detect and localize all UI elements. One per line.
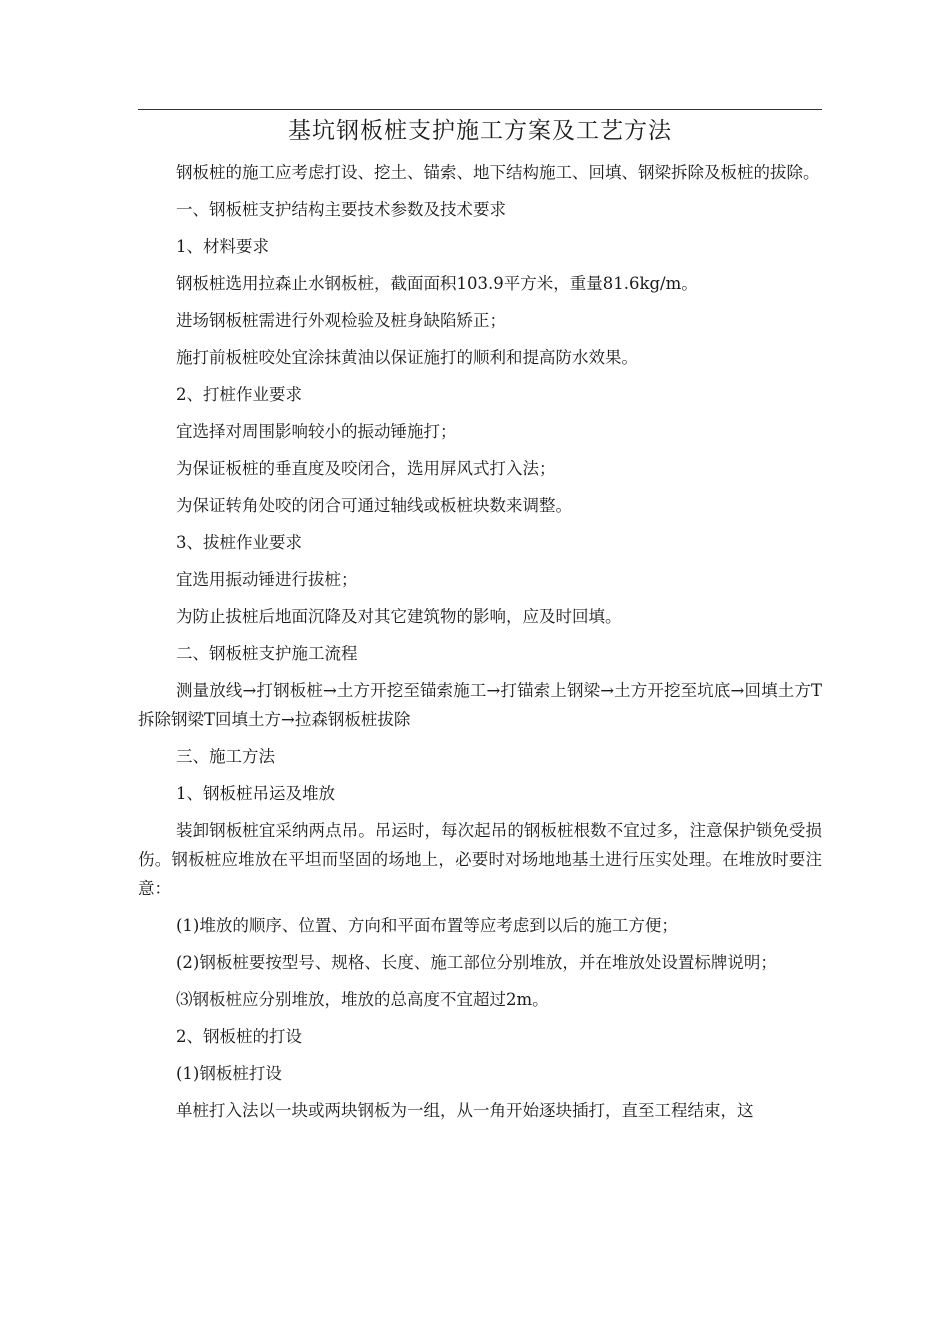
paragraph: 宜选用振动锤进行拔桩； <box>176 570 358 589</box>
subsection-heading: (1)钢板桩打设 <box>176 1064 282 1083</box>
list-item: (1)堆放的顺序、位置、方向和平面布置等应考虑到以后的施工方便； <box>176 916 678 935</box>
subsection-heading: 1、钢板桩吊运及堆放 <box>176 784 335 803</box>
section-heading: 三、施工方法 <box>176 747 275 766</box>
subsection-heading: 2、打桩作业要求 <box>176 385 302 404</box>
list-item: ⑶钢板桩应分别堆放，堆放的总高度不宜超过2m。 <box>176 990 549 1009</box>
section-heading: 一、钢板桩支护结构主要技术参数及技术要求 <box>176 200 506 219</box>
paragraph: 为防止拔桩后地面沉降及对其它建筑物的影响，应及时回填。 <box>176 607 622 626</box>
document-body <box>138 158 822 1133</box>
paragraph: 为保证板桩的垂直度及咬闭合，选用屏风式打入法； <box>176 459 556 478</box>
subsection-heading: 3、拔桩作业要求 <box>176 533 302 552</box>
subsection-heading: 2、钢板桩的打设 <box>176 1027 302 1046</box>
paragraph: 钢板桩的施工应考虑打设、挖土、锚索、地下结构施工、回填、钢梁拆除及板桩的拔除。 <box>176 163 820 182</box>
paragraph: 钢板桩选用拉森止水钢板桩，截面面积103.9平方米，重量81.6kg/m。 <box>176 274 698 293</box>
subsection-heading: 1、材料要求 <box>176 237 269 256</box>
header-rule <box>138 109 822 110</box>
paragraph: 进场钢板桩需进行外观检验及桩身缺陷矫正； <box>176 311 506 330</box>
list-item: (2)钢板桩要按型号、规格、长度、施工部位分别堆放，并在堆放处设置标牌说明； <box>176 953 777 972</box>
paragraph: 装卸钢板桩宜采纳两点吊。吊运时，每次起吊的钢板桩根数不宜过多，注意保护锁免受损伤。钢板桩应堆放在平坦而坚固的场地上，必要时对场地地基土进行压实处理。在堆放时要注意： <box>138 821 822 898</box>
paragraph: 测量放线→打钢板桩→土方开挖至锚索施工→打锚索上钢梁→土方开挖至坑底→回填土方T拆除钢梁T回填土方→拉森钢板桩拔除 <box>138 681 822 729</box>
document-title: 基坑钢板桩支护施工方案及工艺方法 <box>288 118 672 144</box>
paragraph: 单桩打入法以一块或两块钢板为一组，从一角开始逐块插打，直至工程结束，这 <box>176 1101 754 1120</box>
paragraph: 施打前板桩咬处宜涂抹黄油以保证施打的顺利和提高防水效果。 <box>176 348 638 367</box>
paragraph: 为保证转角处咬的闭合可通过轴线或板桩块数来调整。 <box>176 496 572 515</box>
paragraph: 宜选择对周围影响较小的振动锤施打； <box>176 422 457 441</box>
section-heading: 二、钢板桩支护施工流程 <box>176 644 358 663</box>
